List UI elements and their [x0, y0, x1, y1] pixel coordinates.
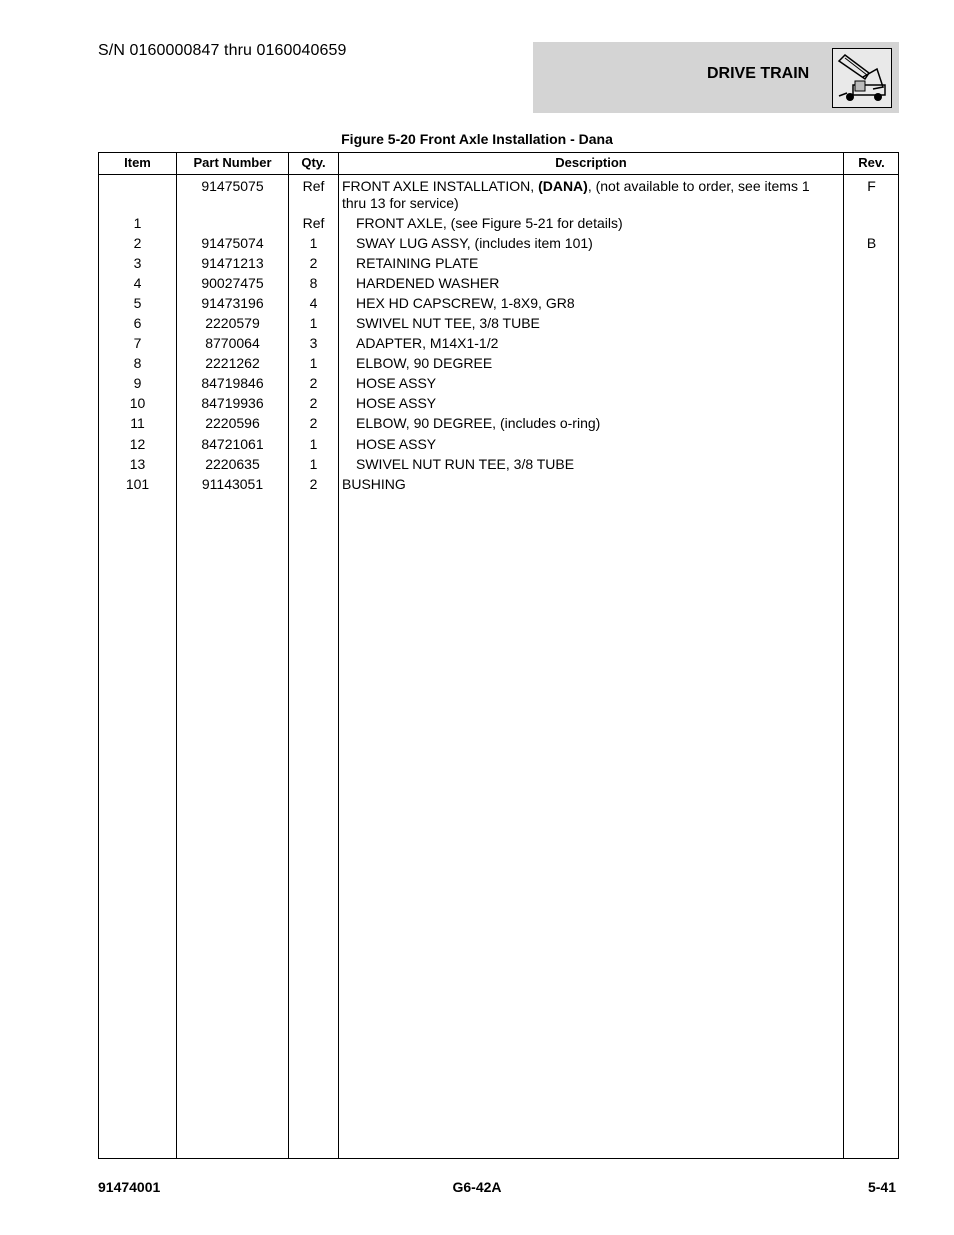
description-cell: SWIVEL NUT TEE, 3/8 TUBE: [356, 314, 540, 331]
description-cell: HEX HD CAPSCREW, 1-8X9, GR8: [356, 294, 575, 311]
item-cell: 8: [133, 355, 142, 372]
description-cell: RETAINING PLATE: [356, 254, 479, 271]
table-row: [99, 254, 898, 274]
part-number-cell: 84721061: [201, 435, 264, 452]
item-cell: 101: [125, 475, 150, 492]
table-row: [99, 177, 898, 214]
part-number-cell: 84719936: [201, 395, 264, 412]
description-cell: ELBOW, 90 DEGREE: [356, 355, 493, 372]
part-number-cell: 84719846: [201, 375, 264, 392]
qty-cell: Ref: [302, 214, 325, 231]
description-cell: HOSE ASSY: [356, 435, 437, 452]
qty-cell: 2: [309, 375, 318, 392]
part-number-cell: 2220596: [205, 415, 260, 432]
qty-cell: 1: [309, 314, 318, 331]
rev-cell: B: [866, 234, 877, 251]
table-row: [99, 294, 898, 314]
qty-cell: 4: [309, 294, 318, 311]
qty-cell: 1: [309, 435, 318, 452]
description-text: , (not available to order, see items 1 thru 13 for service): [342, 178, 810, 211]
table-row: [99, 354, 898, 374]
qty-cell: 2: [309, 254, 318, 271]
column-header-description: Description: [555, 155, 627, 170]
qty-cell: 1: [309, 234, 318, 251]
item-cell: 13: [129, 455, 146, 472]
part-number-cell: 91143051: [201, 475, 264, 492]
part-number-cell: 2220579: [205, 314, 260, 331]
qty-cell: Ref: [302, 178, 325, 194]
item-cell: 2: [133, 234, 142, 251]
table-row: [99, 475, 898, 495]
part-number-cell: 91473196: [201, 294, 264, 311]
description-cell: SWAY LUG ASSY, (includes item 101): [356, 234, 593, 251]
header-divider: [99, 174, 898, 175]
part-number-cell: 90027475: [201, 274, 264, 291]
rev-cell: F: [867, 178, 876, 194]
part-number-cell: 2220635: [205, 455, 260, 472]
footer-page-number: 5-41: [867, 1179, 896, 1195]
item-cell: 4: [133, 274, 142, 291]
part-number-cell: 91475074: [201, 234, 264, 251]
qty-cell: 2: [309, 395, 318, 412]
footer-document-number: 91474001: [98, 1179, 161, 1195]
column-header-item: Item: [124, 155, 151, 170]
item-cell: 9: [133, 375, 142, 392]
table-row: [99, 314, 898, 334]
description-cell: FRONT AXLE, (see Figure 5-21 for details): [356, 214, 623, 231]
description-cell: HARDENED WASHER: [356, 274, 500, 291]
description-cell: SWIVEL NUT RUN TEE, 3/8 TUBE: [356, 455, 575, 472]
section-title: DRIVE TRAIN: [707, 65, 810, 82]
table-row: [99, 334, 898, 354]
column-header-qty: Qty.: [301, 155, 326, 170]
table-row: [99, 455, 898, 475]
description-cell: HOSE ASSY: [356, 395, 437, 412]
table-row: [99, 414, 898, 434]
item-cell: 10: [129, 395, 146, 412]
item-cell: 11: [130, 415, 145, 432]
machine-icon: [832, 48, 892, 108]
part-number-cell: 91475075: [201, 178, 264, 194]
table-row: [99, 214, 898, 234]
description-text: FRONT AXLE INSTALLATION,: [342, 178, 539, 194]
qty-cell: 1: [309, 355, 318, 372]
table-row: [99, 394, 898, 414]
qty-cell: 2: [309, 415, 318, 432]
serial-range: S/N 0160000847 thru 0160040659: [98, 42, 347, 59]
table-row: [99, 374, 898, 394]
qty-cell: 8: [309, 274, 318, 291]
section-header: [533, 42, 899, 113]
item-cell: 1: [133, 214, 142, 231]
description-cell: ELBOW, 90 DEGREE, (includes o-ring): [356, 415, 601, 432]
footer-model: G6-42A: [452, 1179, 502, 1195]
figure-title: Figure 5-20 Front Axle Installation - Dana: [341, 131, 613, 147]
table-row: [99, 274, 898, 294]
description-cell: ADAPTER, M14X1-1/2: [356, 335, 499, 352]
item-cell: 5: [133, 294, 142, 311]
part-number-cell: 2221262: [205, 355, 260, 372]
item-cell: 12: [129, 435, 146, 452]
item-cell: 6: [133, 314, 142, 331]
qty-cell: 3: [309, 335, 318, 352]
item-cell: 3: [133, 254, 142, 271]
item-cell: 7: [133, 335, 142, 352]
description-bold-text: (DANA): [538, 178, 588, 194]
column-header-part-number: Part Number: [193, 155, 272, 170]
description-cell: BUSHING: [342, 475, 406, 492]
description-cell: HOSE ASSY: [356, 375, 437, 392]
parts-table: [98, 152, 899, 1159]
qty-cell: 2: [309, 475, 318, 492]
table-row: [99, 234, 898, 254]
table-body: [99, 177, 898, 495]
column-header-rev: Rev.: [858, 155, 885, 170]
qty-cell: 1: [309, 455, 318, 472]
part-number-cell: 8770064: [205, 335, 260, 352]
table-row: [99, 435, 898, 455]
description-cell: [342, 178, 837, 211]
part-number-cell: 91471213: [201, 254, 264, 271]
